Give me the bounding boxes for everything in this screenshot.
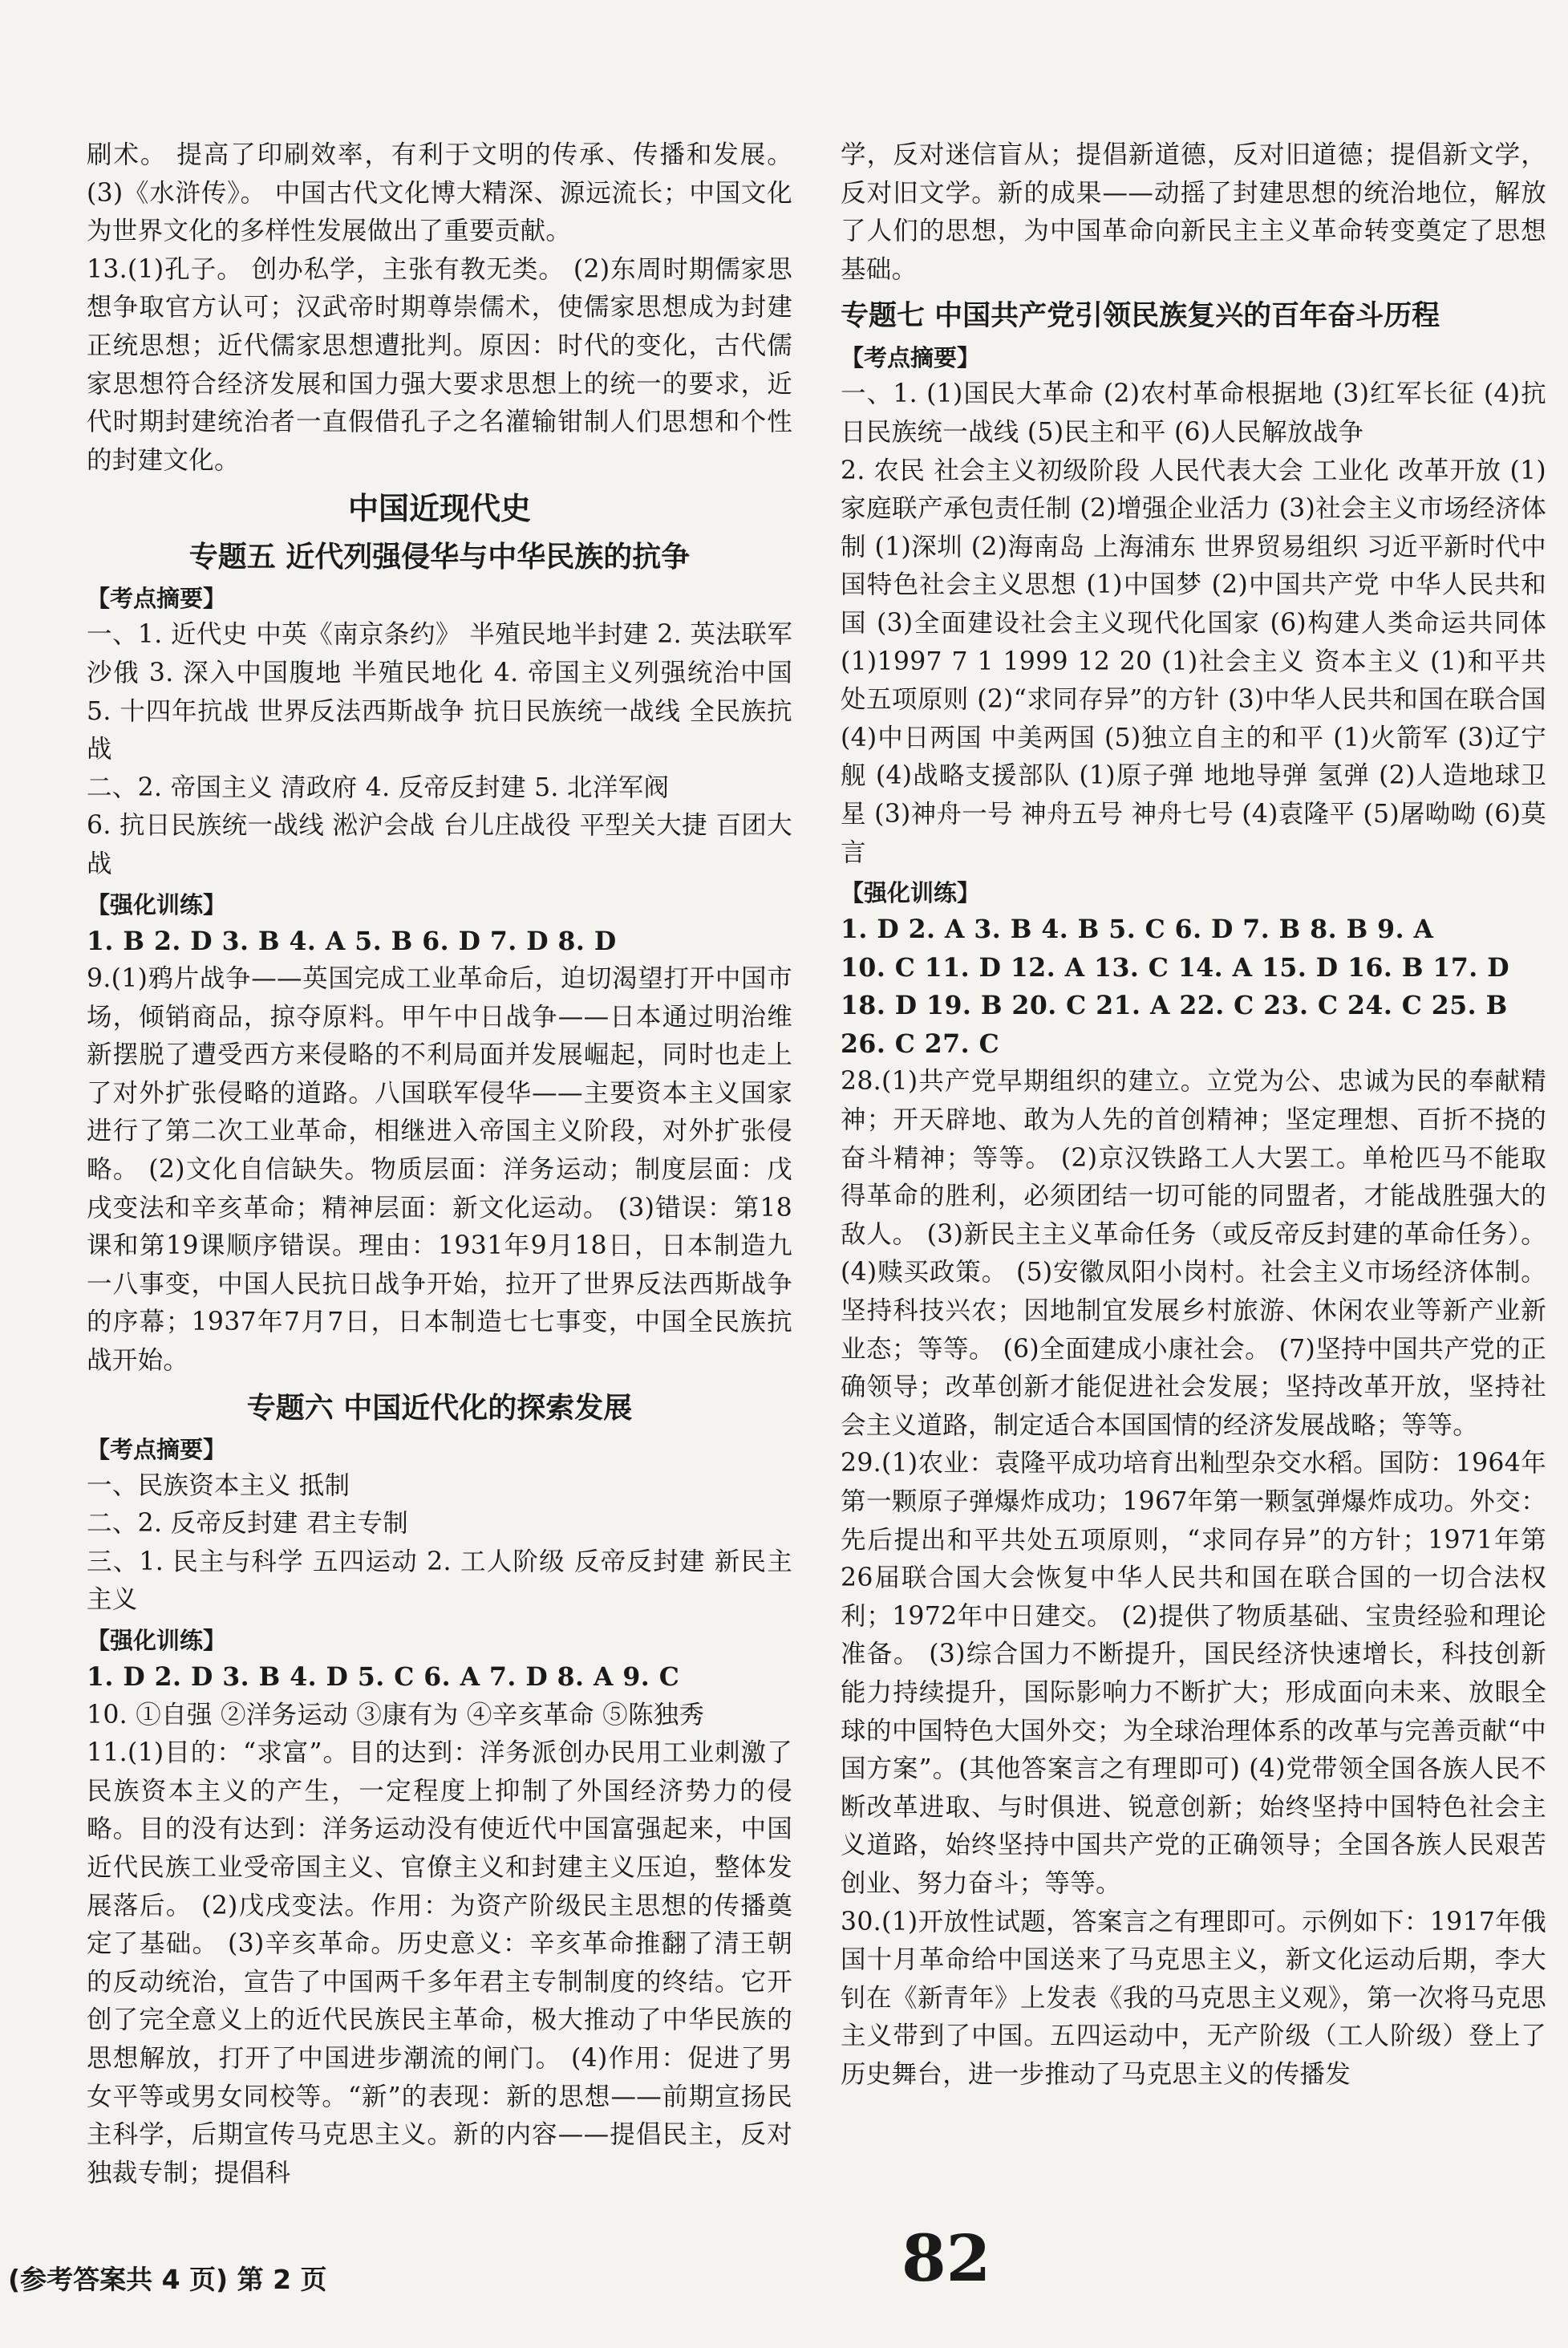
question-29-answer: 29.(1)农业：袁隆平成功培育出籼型杂交水稻。国防：1964年第一颗原子弹爆炸成功；1967年第一颗氢弹爆炸成功。外交：先后提出和平共处五项原则，“求同存异”的方针；1971年第26届联合国大会恢复中华人民共和国在联合国的一切合法权利；1972年中日建交。 (2)提供了物质基础、宝贵经验和理论准备。 (3)综合国力不断提升，国民经济快速增长，科技创新能力持续提升，国际影响力不断扩大；形成面向未来、放眼全球的中国特色大国外交；为全球治理体系的改革与完善贡献“中国方案”。(其他答案言之有理即可) (4)党带领全国各族人民不断改革进取、与时俱进、锐意创新；始终坚持中国特色社会主义道路，始终坚持中国共产党的正确领导；全国各族人民艰苦创业、努力奋斗；等等。 <box>841 1449 1546 1898</box>
topic-7-answers-row-4: 26. C 27. C <box>841 1028 1000 1059</box>
question-30-answer: 30.(1)开放性试题，答案言之有理即可。示例如下：1917年俄国十月革命给中国送来了马克思主义，新文化运动后期，李大钊在《新青年》上发表《我的马克思主义观》，第一次将马克思主义带到了中国。五四运动中，无产阶级（工人阶级）登上了历史舞台，进一步推动了马克思主义的传播发 <box>841 1907 1546 2089</box>
topic-5-title: 专题五 近代列强侵华与中华民族的抗争 <box>188 540 691 574</box>
topic-7-training-label: 【强化训练】 <box>841 879 981 907</box>
question-28-answer: 28.(1)共产党早期组织的建立。立党为公、忠诚为民的奉献精神；开天辟地、敢为人先的首创精神；坚定理想、百折不挠的奋斗精神；等等。 (2)京汉铁路工人大罢工。单枪匹马不能取得革命的胜利，必须团结一切可能的同盟者，才能战胜强大的敌人。 (3)新民主主义革命任务（或反帝反封建的革命任务）。 (4)赎买政策。 (5)安徽凤阳小岗村。社会主义市场经济体制。坚持科技兴农；因地制宜发展乡村旅游、休闲农业等新产业新业态；等等。 (6)全面建成小康社会。 (7)坚持中国共产党的正确领导；改革创新才能促进社会发展；坚持改革开放，坚持社会主义道路，制定适合本国国情的经济发展战略；等等。 <box>841 1067 1546 1440</box>
topic-6-choice-answers: 1. D 2. D 3. B 4. D 5. C 6. A 7. D 8. A 9. C <box>87 1662 680 1692</box>
topic-7-answers-row-1: 1. D 2. A 3. B 4. B 5. C 6. D 7. B 8. B 9. A <box>841 914 1434 945</box>
topic-7-summary-1: 一、1. (1)国民大革命 (2)农村革命根据地 (3)红军长征 (4)抗日民族统一战线 (5)民主和平 (6)人民解放战争 <box>841 379 1546 447</box>
section-title: 中国近现代史 <box>347 490 531 527</box>
topic-5-summary-label: 【考点摘要】 <box>87 585 227 613</box>
page-number: 82 <box>901 2220 991 2296</box>
topic-5-summary-1: 一、1. 近代史 中英《南京条约》 半殖民地半封建 2. 英法联军 沙俄 3. 深入中国腹地 半殖民地化 4. 帝国主义列强统治中国 5. 十四年抗战 世界反法西斯战争 抗日民族统一战线 全民族抗战 <box>87 620 792 764</box>
topic-7-answers-row-2: 10. C 11. D 12. A 13. C 14. A 15. D 16. B 17. D <box>841 952 1510 983</box>
topic-6-title: 专题六 中国近代化的探索发展 <box>246 1390 633 1425</box>
topic-6-summary-label: 【考点摘要】 <box>87 1435 227 1463</box>
topic-6-summary-1: 一、民族资本主义 抵制 <box>87 1470 350 1500</box>
topic-6-training-label: 【强化训练】 <box>87 1627 227 1654</box>
topic-7-answers-row-3: 18. D 19. B 20. C 21. A 22. C 23. C 24. C 25. B <box>841 991 1508 1021</box>
topic-7-summary-label: 【考点摘要】 <box>841 344 981 372</box>
question-10-answer: 10. ①自强 ②洋务运动 ③康有为 ④辛亥革命 ⑤陈独秀 <box>87 1700 705 1730</box>
topic-6-summary-3: 三、1. 民主与科学 五四运动 2. 工人阶级 反帝反封建 新民主主义 <box>87 1547 792 1615</box>
right-column <box>841 136 1546 2095</box>
topic-5-training-label: 【强化训练】 <box>87 890 227 919</box>
question-13-answer: 13.(1)孔子。 创办私学，主张有教无类。 (2)东周时期儒家思想争取官方认可；汉武帝时期尊崇儒术，使儒家思想成为封建正统思想；近代儒家思想遭批判。原因：时代的变化，古代儒家思想符合经济发展和国力强大要求思想上的统一的要求，近代时期封建统治者一直假借孔子之名灌输钳制人们思想和个性的封建文化。 <box>87 254 792 475</box>
topic-5-summary-3: 6. 抗日民族统一战线 淞沪会战 台儿庄战役 平型关大捷 百团大战 <box>87 811 792 878</box>
topic-7-title: 专题七 中国共产党引领民族复兴的百年奋斗历程 <box>841 299 1440 333</box>
topic-5-summary-2: 二、2. 帝国主义 清政府 4. 反帝反封建 5. 北洋军阀 <box>87 773 670 802</box>
topic-5-choice-answers: 1. B 2. D 3. B 4. A 5. B 6. D 7. D 8. D <box>87 926 617 956</box>
history-answer-paragraph: 刷术。 提高了印刷效率，有利于文明的传承、传播和发展。 (3)《水浒传》。 中国古代文化博大精深、源远流长；中国文化为世界文化的多样性发展做出了重要贡献。 <box>87 140 792 246</box>
question-11-answer: 11.(1)目的：“求富”。目的达到：洋务派创办民用工业刺激了民族资本主义的产生，一定程度上抑制了外国经济势力的侵略。目的没有达到：洋务运动没有使近代中国富强起来，中国近代民族工业受帝国主义、官僚主义和封建主义压迫，整体发展落后。 (2)戊戌变法。作用：为资产阶级民主思想的传播奠定了基础。 (3)辛亥革命。历史意义：辛亥革命推翻了清王朝的反动统治，宣告了中国两千多年君主专制制度的终结。它开创了完全意义上的近代民族民主革命，极大推动了中华民族的思想解放，打开了中国进步潮流的闸门。 (4)作用：促进了男女平等或男女同校等。“新”的表现：新的思想——前期宣扬民主科学，后期宣传马克思主义。新的内容——提倡民主，反对独裁专制；提倡科 <box>87 1738 792 2188</box>
topic-7-summary-2: 2. 农民 社会主义初级阶段 人民代表大会 工业化 改革开放 (1)家庭联产承包责任制 (2)增强企业活力 (3)社会主义市场经济体制 (1)深圳 (2)海南岛 上海浦东 世界贸易组织 习近平新时代中国特色社会主义思想 (1)中国梦 (2)中国共产党 中华人民共和国 (3)全面建设社会主义现代化国家 (6)构建人类命运共同体 (1)1997 7 1 1999 12 20 (1)社会主义 资本主义 (1)和平共处五项原则 (2)“求同存异”的方针 (3)中华人民共和国在联合国 (4)中日两国 中美两国 (5)独立自主的和平 (1)火箭军 (3)辽宁舰 (4)战略支援部队 (1)原子弹 地地导弹 氢弹 (2)人造地球卫星 (3)神舟一号 神舟五号 神舟七号 (4)袁隆平 (5)屠呦呦 (6)莫言 <box>841 456 1546 867</box>
left-column <box>87 136 792 2192</box>
page-footer-label: (参考答案共 4 页) 第 2 页 <box>8 2264 327 2295</box>
topic-6-summary-2: 二、2. 反帝反封建 君主专制 <box>87 1509 409 1539</box>
question-9-answer: 9.(1)鸦片战争——英国完成工业革命后，迫切渴望打开中国市场，倾销商品，掠夺原料。甲午中日战争——日本通过明治维新摆脱了遭受西方来侵略的不利局面并发展崛起，同时也走上了对外扩张侵略的道路。八国联军侵华——主要资本主义国家进行了第二次工业革命，相继进入帝国主义阶段，对外扩张侵略。 (2)文化自信缺失。物质层面：洋务运动；制度层面：戊戌变法和辛亥革命；精神层面：新文化运动。 (3)错误：第18课和第19课顺序错误。理由：1931年9月18日，日本制造九一八事变，中国人民抗日战争开始，拉开了世界反法西斯战争的序幕；1937年7月7日，日本制造七七事变，中国全民族抗战开始。 <box>87 964 792 1376</box>
continued-paragraph: 学，反对迷信盲从；提倡新道德，反对旧道德；提倡新文学，反对旧文学。新的成果——动摇了封建思想的统治地位，解放了人们的思想，为中国革命向新民主主义革命转变奠定了思想基础。 <box>841 140 1546 284</box>
